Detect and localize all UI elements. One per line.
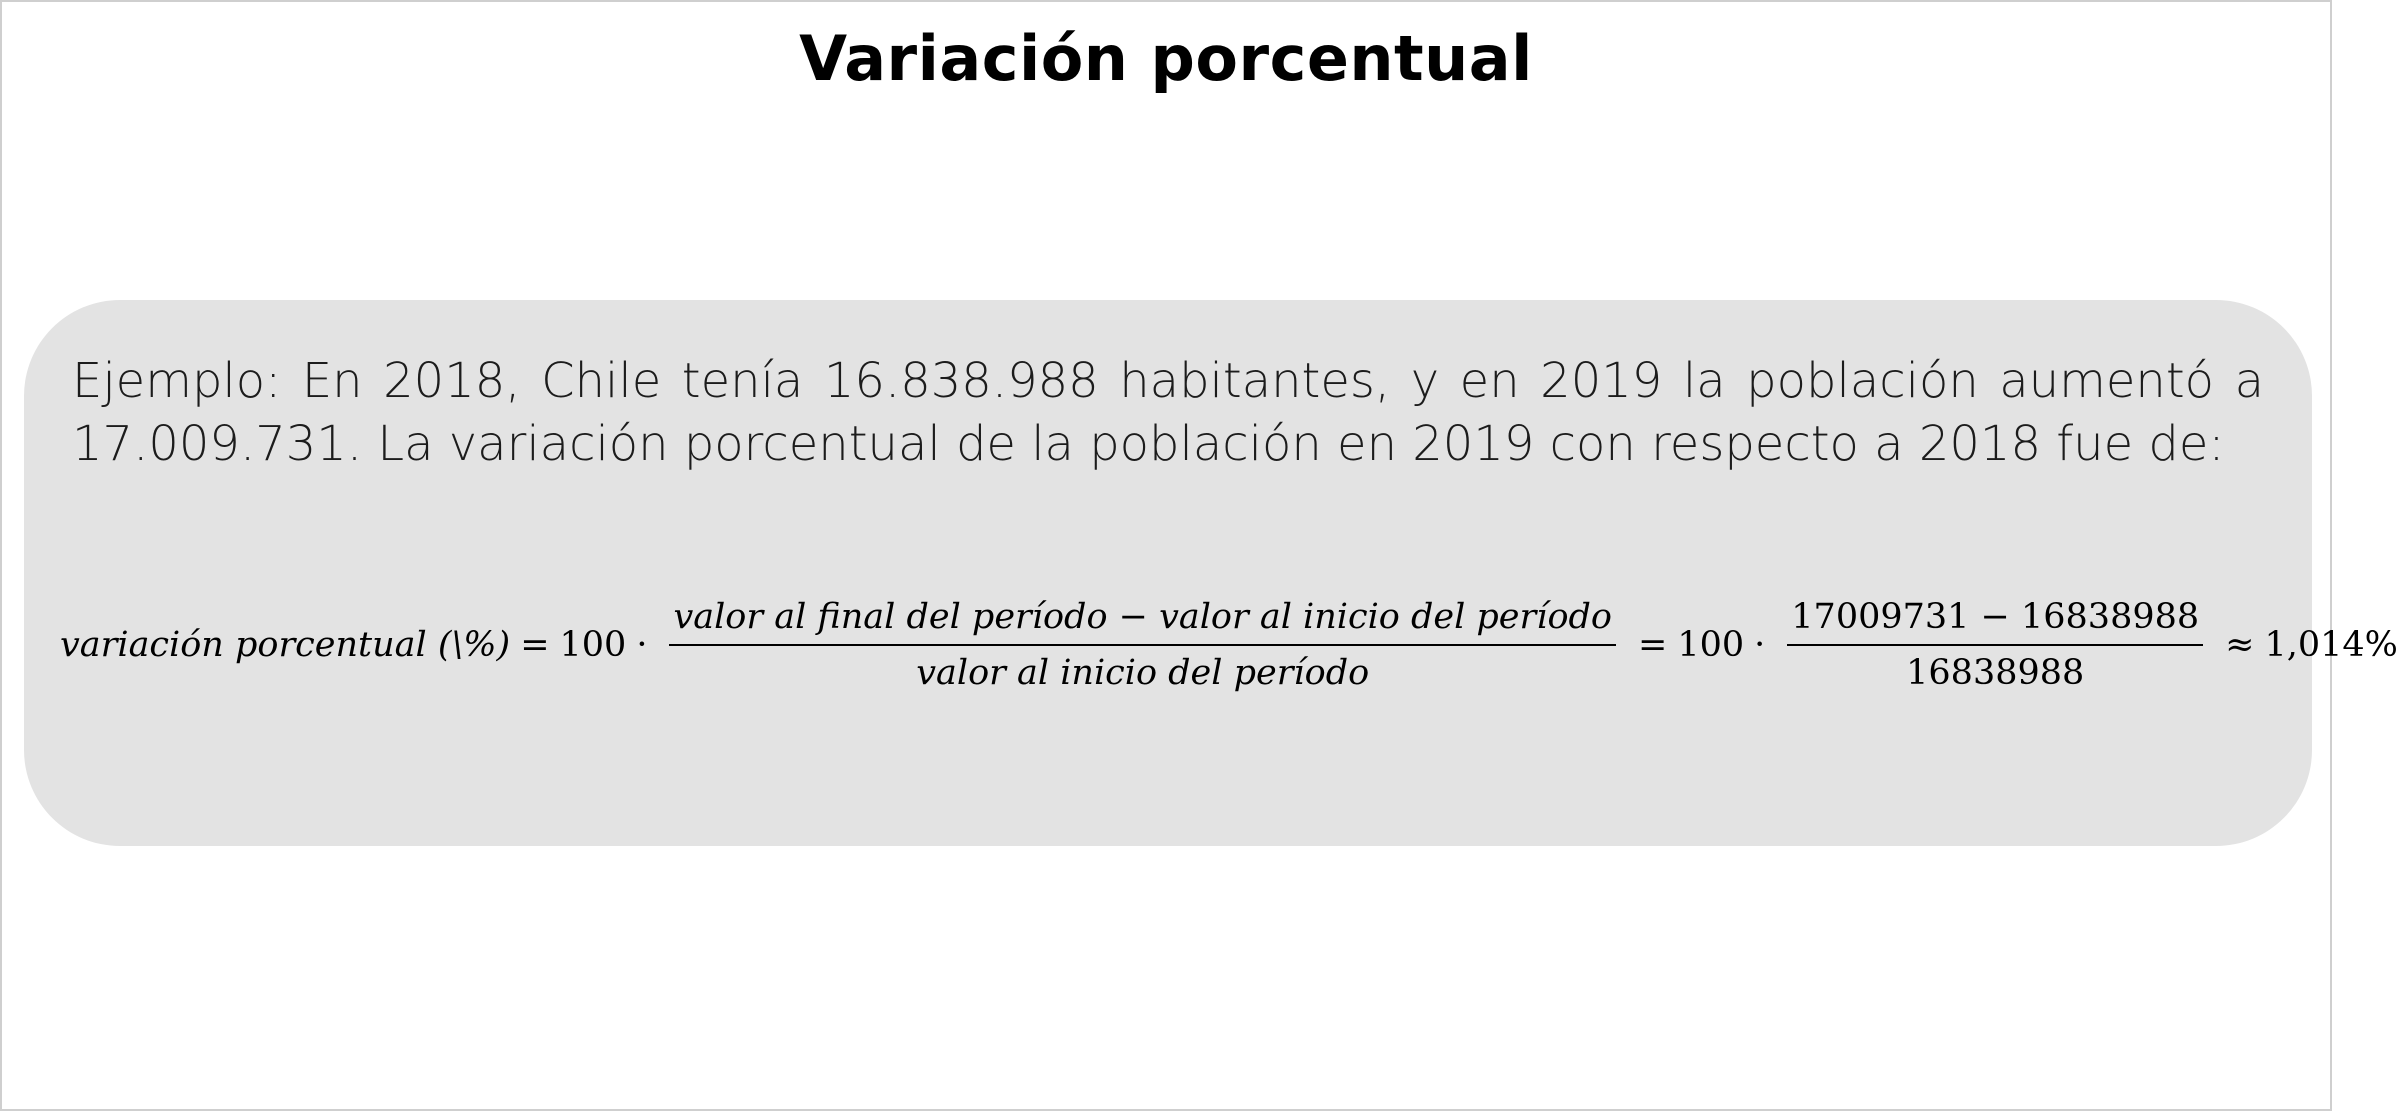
formula-hundred-2: 100 — [1677, 625, 1745, 665]
general-fraction — [669, 596, 1616, 694]
general-numerator: valor al final del período − valor al inicio del período — [669, 596, 1616, 646]
formula-result: 1,014% — [2264, 625, 2398, 665]
formula-hundred: 100 — [559, 625, 627, 665]
formula-approx: ≈ — [2225, 625, 2255, 665]
general-denominator: valor al inicio del período — [916, 653, 1370, 693]
formula-dot-2: · — [1754, 625, 1766, 665]
example-text: Ejemplo: En 2018, Chile tenía 16.838.988 habitantes, y en 2019 la población aumentó a 17.009.731. La variación porcentual de la población en 2019 con respecto a 2018 fue de: — [72, 353, 2264, 472]
formula-equals: = — [520, 625, 550, 665]
numeric-denominator: 16838988 — [1906, 653, 2085, 693]
page-title: Variación porcentual — [799, 22, 1533, 95]
numeric-numerator: 17009731 − 16838988 — [1787, 596, 2203, 646]
formula-dot: · — [636, 625, 648, 665]
formula-equals-2: = — [1638, 625, 1668, 665]
formula-lhs: variación porcentual (\%) — [60, 625, 511, 665]
percent-change-formula — [60, 590, 2398, 700]
numeric-fraction — [1787, 596, 2203, 694]
example-box — [24, 300, 2398, 846]
